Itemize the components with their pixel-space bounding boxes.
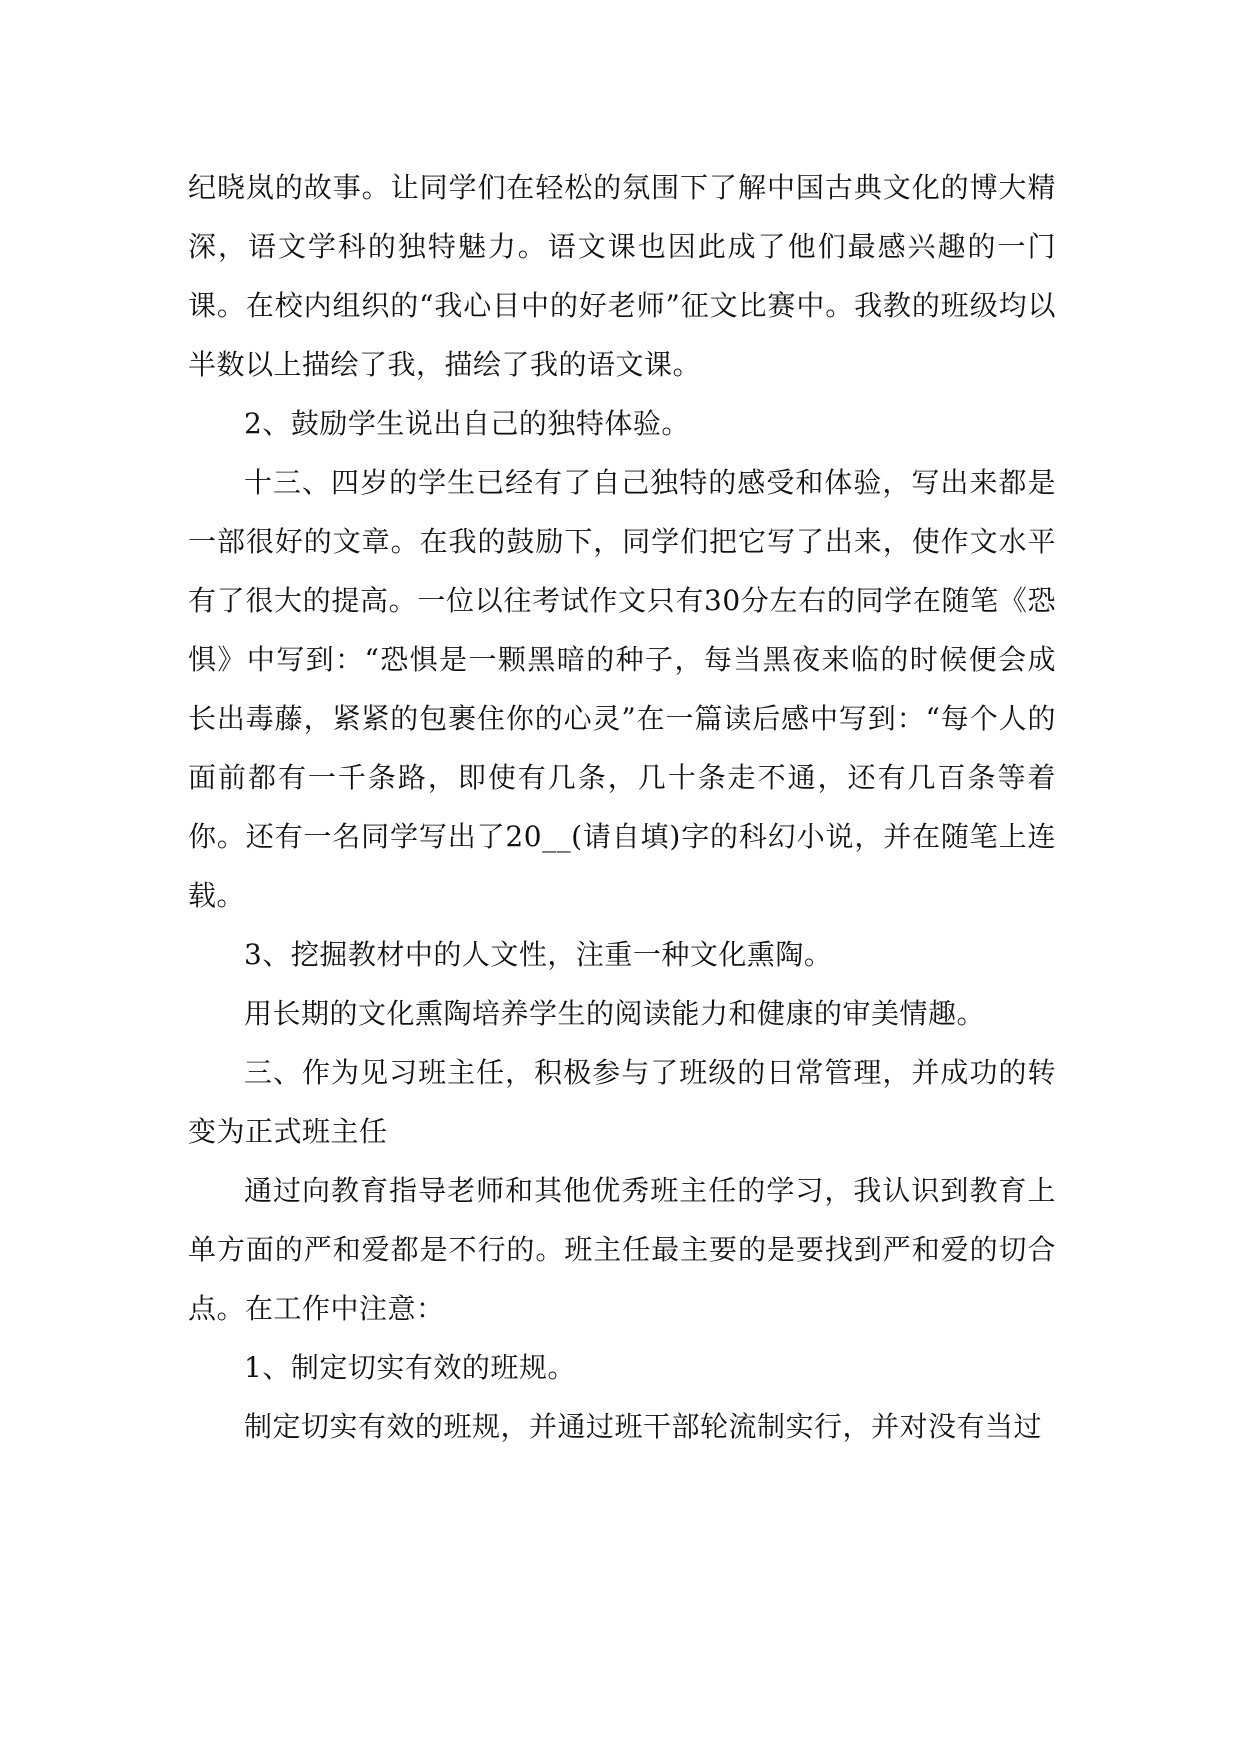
paragraph-3: 十三、四岁的学生已经有了自己独特的感受和体验，写出来都是一部很好的文章。在我的鼓励下，同学们把它写了出来，使作文水平有了很大的提高。一位以往考试作文只有30分左右的同学在随笔《恐惧》中写到：“恐惧是一颗黑暗的种子，每当黑夜来临的时候便会成长出毒藤，紧紧的包裹住你的心灵”在一篇读后感中写到：“每个人的面前都有一千条路，即使有几条，几十条走不通，还有几百条等着你。还有一名同学写出了20__(请自填)字的科幻小说，并在随笔上连载。 bbox=[188, 466, 1056, 912]
paragraph-7: 通过向教育指导老师和其他优秀班主任的学习，我认识到教育上单方面的严和爱都是不行的。班主任最主要的是要找到严和爱的切合点。在工作中注意： bbox=[188, 1174, 1056, 1325]
paragraph-6: 三、作为见习班主任，积极参与了班级的日常管理，并成功的转变为正式班主任 bbox=[188, 1056, 1056, 1148]
paragraph-4: 3、挖掘教材中的人文性，注重一种文化熏陶。 bbox=[244, 938, 833, 971]
paragraph-9: 制定切实有效的班规，并通过班干部轮流制实行，并对没有当过 bbox=[244, 1410, 1043, 1443]
paragraph-5: 用长期的文化熏陶培养学生的阅读能力和健康的审美情趣。 bbox=[244, 997, 986, 1030]
document-body bbox=[188, 158, 1056, 1456]
paragraph-2: 2、鼓励学生说出自己的独特体验。 bbox=[244, 407, 690, 440]
paragraph-8: 1、制定切实有效的班规。 bbox=[244, 1351, 576, 1384]
paragraph-1: 纪晓岚的故事。让同学们在轻松的氛围下了解中国古典文化的博大精深，语文学科的独特魅力。语文课也因此成了他们最感兴趣的一门课。在校内组织的“我心目中的好老师”征文比赛中。我教的班级均以半数以上描绘了我，描绘了我的语文课。 bbox=[188, 171, 1056, 381]
